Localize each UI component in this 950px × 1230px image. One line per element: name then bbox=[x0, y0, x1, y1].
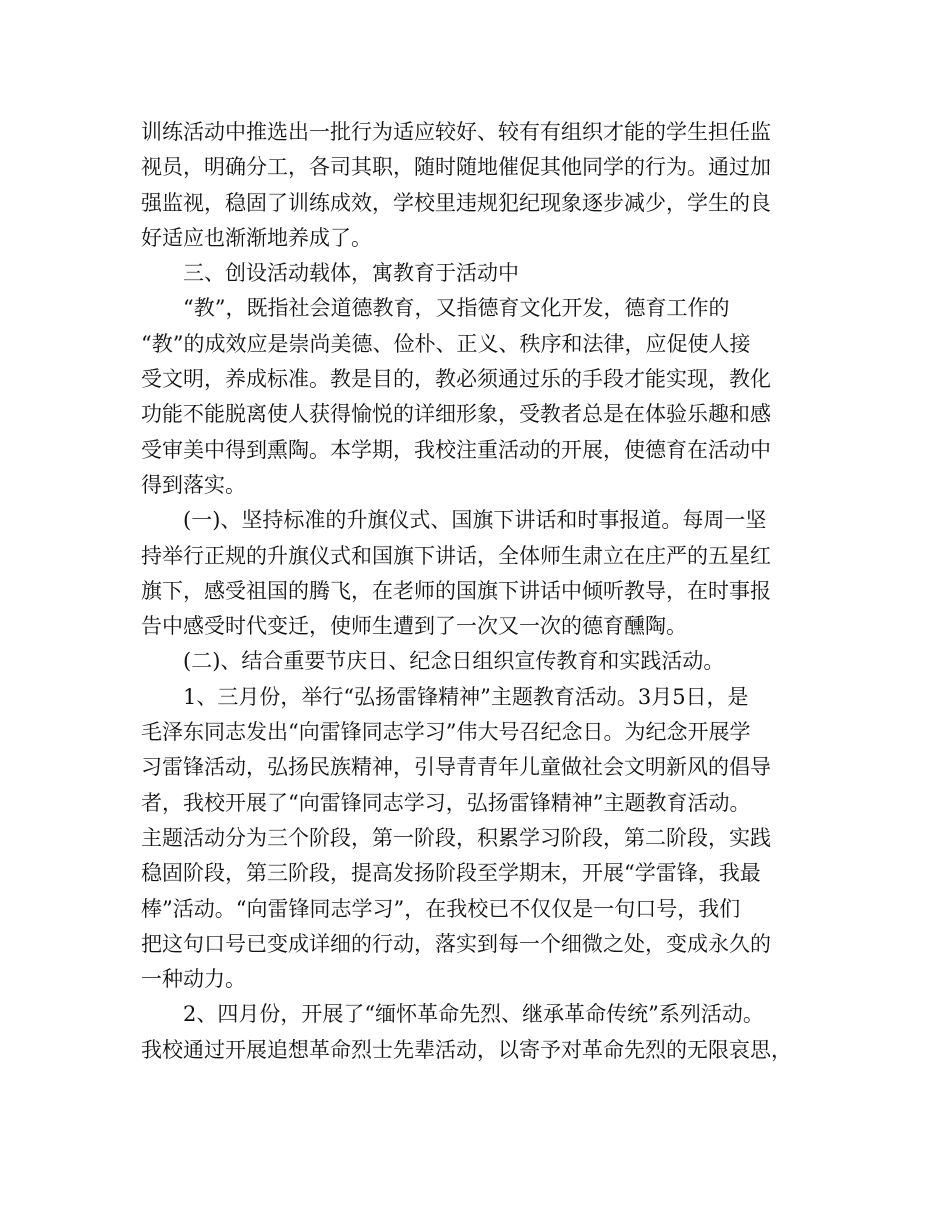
text-line: 视员，明确分工，各司其职，随时随地催促其他同学的行为。通过加 bbox=[141, 155, 771, 180]
text-line: 得到落实。 bbox=[141, 472, 246, 497]
text-line: 1、三月份，举行“弘扬雷锋精神”主题教育活动。3月5日，是 bbox=[141, 684, 749, 709]
text-line: 训练活动中推选出一批行为适应较好、较有有组织才能的学生担任监 bbox=[141, 120, 771, 144]
text-line: 受审美中得到熏陶。本学期，我校注重活动的开展，使德育在活动中 bbox=[141, 437, 771, 462]
text-line: 棒”活动。“向雷锋同志学习”，在我校已不仅仅是一句口号，我们 bbox=[141, 896, 741, 921]
text-line: “教”的成效应是崇尚美德、俭朴、正义、秩序和法律，应促使人接 bbox=[141, 331, 751, 356]
text-line: 旗下，感受祖国的腾飞，在老师的国旗下讲话中倾听教导，在时事报 bbox=[141, 578, 771, 603]
subsection-heading: (二)、结合重要节庆日、纪念日组织宣传教育和实践活动。 bbox=[141, 649, 725, 674]
text-line: 受文明，养成标准。教是目的，教必须通过乐的手段才能实现，教化 bbox=[141, 367, 771, 392]
text-line: “教”，既指社会道德教育，又指德育文化开发，德育工作的 bbox=[141, 296, 730, 321]
document-body bbox=[141, 115, 813, 1068]
text-line: 稳固阶段，第三阶段，提高发扬阶段至学期末，开展“学雷锋，我最 bbox=[141, 861, 761, 886]
text-line: 好适应也渐渐地养成了。 bbox=[141, 225, 372, 250]
section-heading: 三、创设活动载体，寓教育于活动中 bbox=[141, 261, 519, 286]
text-line: 持举行正规的升旗仪式和国旗下讲话，全体师生肃立在庄严的五星红 bbox=[141, 543, 771, 568]
text-line: 一种动力。 bbox=[141, 967, 246, 992]
text-line: 我校通过开展追想革命烈士先辈活动，以寄予对革命先烈的无限哀思， bbox=[141, 1037, 792, 1062]
text-line: 者，我校开展了“向雷锋同志学习，弘扬雷锋精神”主题教育活动。 bbox=[141, 790, 751, 815]
text-line: 习雷锋活动，弘扬民族精神，引导青青年儿童做社会文明新风的倡导 bbox=[141, 755, 771, 780]
text-line: 2、四月份，开展了“缅怀革命先烈、继承革命传统”系列活动。 bbox=[141, 1002, 764, 1027]
text-line: 强监视，稳固了训练成效，学校里违规犯纪现象逐步减少，学生的良 bbox=[141, 190, 771, 215]
text-line: 功能不能脱离使人获得愉悦的详细形象，受教者总是在体验乐趣和感 bbox=[141, 402, 771, 427]
text-line: 毛泽东同志发出“向雷锋同志学习”伟大号召纪念日。为纪念开展学 bbox=[141, 720, 751, 745]
text-line: 把这句口号已变成详细的行动，落实到每一个细微之处，变成永久的 bbox=[141, 931, 771, 956]
text-line: (一)、坚持标准的升旗仪式、国旗下讲话和时事报道。每周一坚 bbox=[141, 508, 767, 533]
text-line: 主题活动分为三个阶段，第一阶段，积累学习阶段，第二阶段，实践 bbox=[141, 825, 771, 850]
text-line: 告中感受时代变迁，使师生遭到了一次又一次的德育醺陶。 bbox=[141, 614, 687, 639]
